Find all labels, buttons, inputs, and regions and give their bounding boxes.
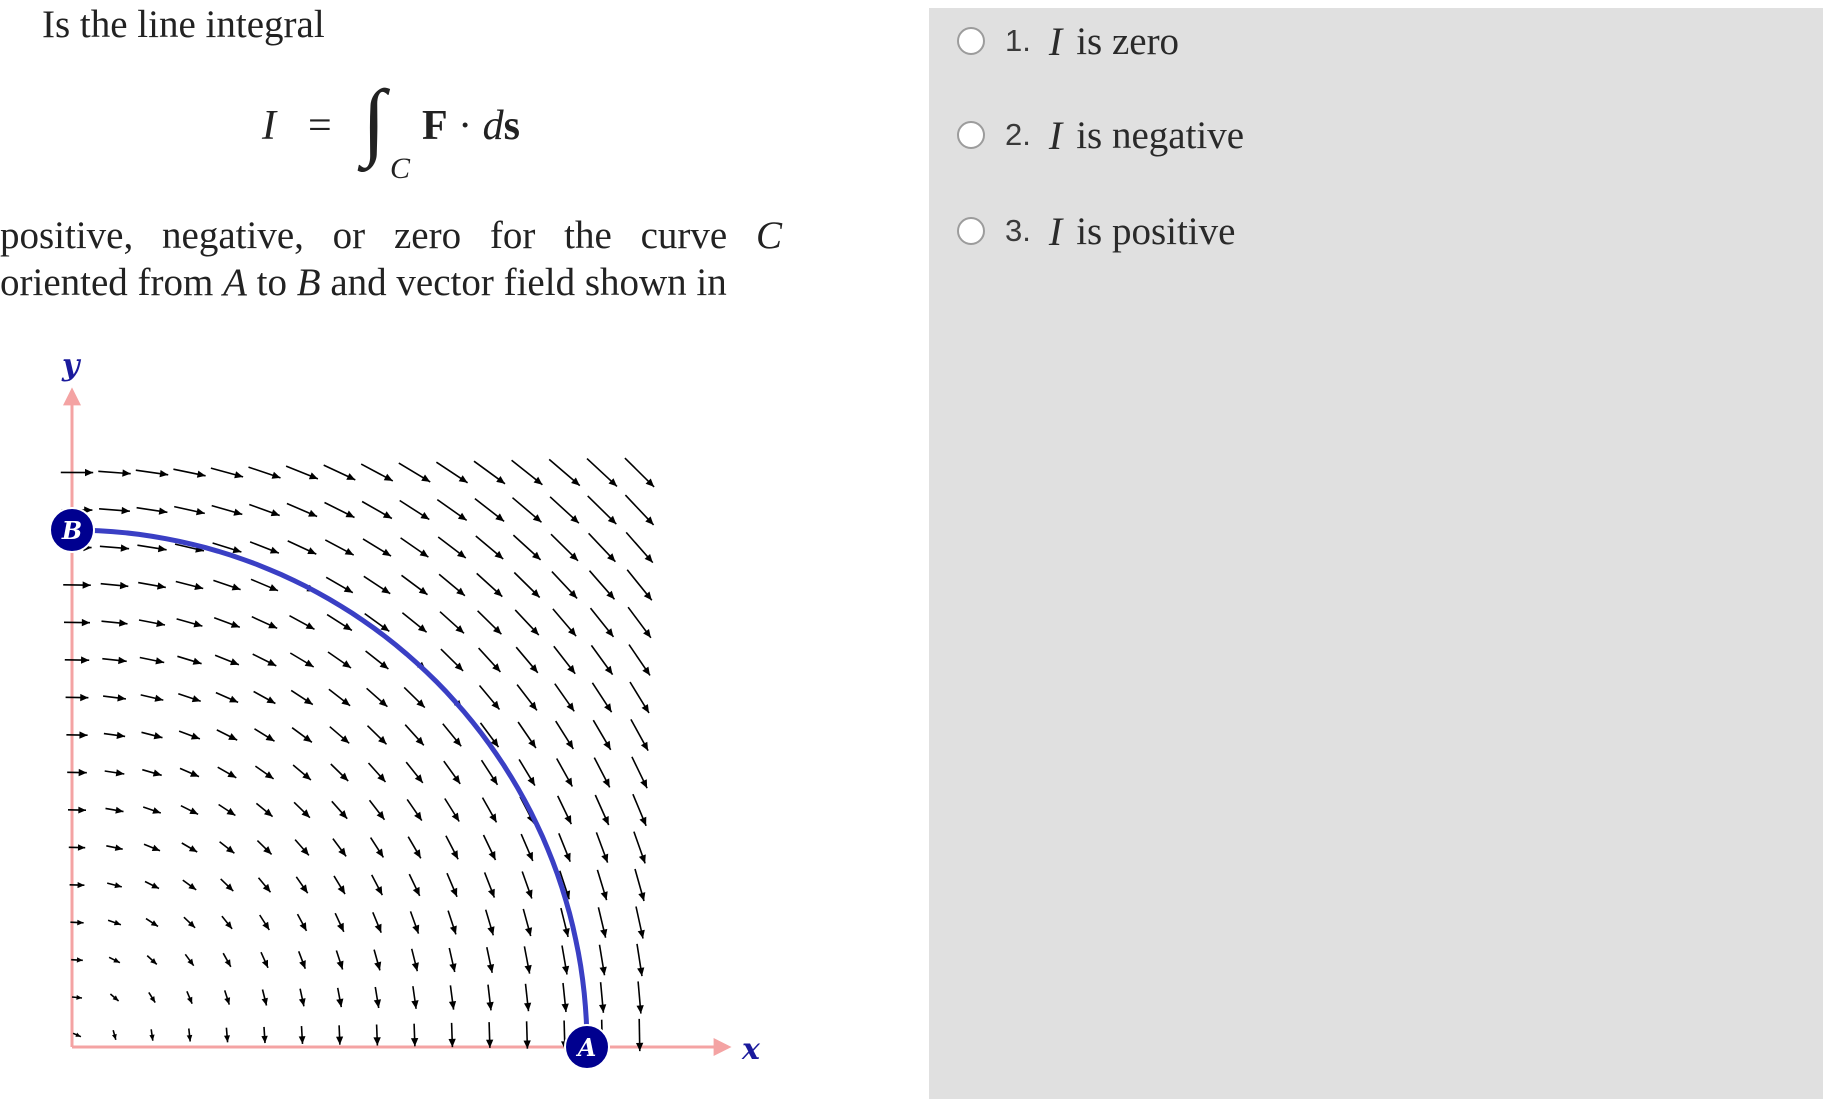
field-arrow-head (376, 849, 384, 858)
field-arrow-head (271, 509, 280, 516)
choice-1-number: 1. (1005, 23, 1031, 58)
x-axis-label: x (742, 1032, 760, 1067)
field-arrow-head (420, 549, 429, 557)
choice-2-radio[interactable] (957, 121, 985, 149)
field-arrow-head (420, 512, 429, 520)
choice-1-radio[interactable] (957, 27, 985, 55)
integrand-d: d (482, 103, 504, 149)
field-arrow-head (300, 884, 308, 893)
field-arrow-head (642, 667, 650, 676)
field-arrow-head (605, 666, 613, 675)
field-arrow-head (116, 769, 125, 776)
field-arrow-head (115, 845, 123, 851)
field-arrow-head (159, 508, 168, 515)
field-arrow-head (85, 469, 93, 476)
choice-2-text: is negative (1076, 113, 1245, 157)
point-a-label: A (577, 1033, 597, 1062)
field-arrow-head (638, 930, 645, 939)
field-arrow-head (79, 731, 87, 738)
field-arrow-head (566, 740, 574, 749)
body-part4: and vector field shown in (320, 261, 727, 304)
field-arrow-head (450, 926, 457, 935)
field-arrow-head (643, 629, 651, 638)
field-arrow-head (299, 960, 306, 969)
integrand-s: s (503, 103, 521, 149)
field-arrow-head (639, 854, 646, 863)
field-arrow-head (381, 586, 390, 594)
integral-equals: = (308, 103, 332, 149)
field-arrow-head (338, 848, 346, 857)
field-arrow-head (191, 733, 200, 740)
field-arrow-head (341, 698, 350, 706)
field-arrow-head (155, 695, 164, 702)
field-arrow-head (600, 929, 607, 938)
field-arrow-head (83, 581, 91, 588)
field-arrow-head (272, 472, 281, 479)
field-arrow-head (487, 926, 494, 935)
choice-3[interactable] (957, 206, 1235, 256)
integrand-field: F (422, 103, 448, 149)
field-arrow-head (449, 963, 456, 972)
field-arrow-head (419, 587, 428, 595)
choice-2[interactable] (957, 110, 1244, 160)
integrand-dot: · (447, 103, 483, 149)
body-from: A (223, 261, 247, 304)
field-arrow-head (155, 657, 164, 664)
integral-lhs: I (262, 103, 276, 149)
field-arrow-head (79, 769, 87, 776)
field-arrow-head (487, 964, 494, 973)
field-arrow-head (157, 582, 166, 589)
field-arrow-head (122, 469, 131, 476)
field-arrow-head (270, 547, 279, 554)
field-arrow-head (78, 882, 85, 888)
field-arrow-head (342, 660, 351, 668)
field-arrow-head (121, 544, 130, 551)
field-arrow-head (304, 697, 313, 705)
field-arrow-head (160, 470, 169, 477)
field-arrow-head (80, 694, 88, 701)
field-arrow-head (265, 771, 274, 779)
field-arrow-head (457, 550, 466, 558)
vector-field-plot (0, 345, 780, 1095)
field-arrow-head (336, 999, 343, 1008)
curve-c (72, 530, 587, 1047)
field-arrow-head (78, 807, 86, 814)
y-axis-label: y (62, 348, 80, 383)
field-arrow-head (381, 624, 390, 632)
choice-3-number: 3. (1005, 213, 1031, 248)
field-arrow-head (153, 770, 162, 777)
field-arrow-head (261, 1036, 267, 1043)
field-arrow-head (115, 807, 123, 814)
field-arrow-head (231, 621, 240, 628)
field-arrow-head (78, 844, 85, 851)
field-arrow-head (233, 546, 242, 553)
answer-panel (929, 8, 1823, 1099)
field-arrow-head (601, 891, 608, 900)
field-arrow-head (382, 549, 391, 556)
field-arrow-head (188, 883, 196, 890)
field-arrow-head (412, 925, 419, 934)
point-a-marker (565, 1025, 609, 1069)
field-arrow-head (488, 889, 495, 898)
choice-3-var: I (1048, 208, 1063, 254)
choice-3-radio[interactable] (957, 217, 985, 245)
body-part1: positive, negative, or zero for the curve (0, 214, 756, 257)
body-part3: to (246, 261, 297, 304)
field-arrow-head (600, 967, 607, 976)
vector-field-figure (0, 345, 780, 1095)
field-arrow-head (82, 619, 90, 626)
field-arrow-head (374, 999, 381, 1008)
field-arrow-head (77, 957, 83, 962)
field-arrow-head (452, 775, 460, 784)
field-arrow-head (262, 922, 269, 930)
field-arrow-head (412, 962, 419, 971)
field-arrow-head (343, 623, 352, 631)
field-arrow-head (193, 658, 202, 665)
field-arrow-head (373, 1037, 380, 1045)
field-arrow-head (114, 920, 121, 925)
field-arrow-head (227, 808, 236, 816)
choice-3-text: is positive (1076, 209, 1236, 253)
field-arrow-head (458, 513, 467, 521)
integral-subscript: C (390, 152, 411, 185)
point-b-marker (50, 508, 94, 552)
field-arrow-head (197, 471, 206, 478)
field-arrow-head (525, 965, 532, 974)
field-arrow-head (77, 920, 83, 926)
field-arrow-head (411, 1000, 418, 1009)
body-part2: oriented from (0, 261, 224, 304)
field-arrow-head (496, 476, 505, 484)
field-arrow-head (411, 1038, 418, 1046)
field-arrow-head (601, 854, 608, 863)
body-to: B (296, 261, 321, 304)
integral-sign: ∫ (362, 72, 386, 168)
integrand (422, 102, 520, 150)
question-intro: Is the line integral (42, 3, 325, 46)
field-arrow-head (452, 813, 460, 822)
field-arrow-head (303, 735, 312, 743)
field-arrow-head (117, 694, 126, 701)
field-arrow-head (81, 656, 89, 663)
field-arrow-head (158, 545, 167, 552)
field-arrow-head (299, 1036, 306, 1044)
field-arrow-head (117, 732, 126, 739)
field-arrow-head (567, 703, 575, 712)
question-body (0, 212, 782, 306)
field-arrow-head (459, 475, 468, 483)
field-arrow-head (490, 776, 498, 785)
vector-field-arrows (61, 458, 654, 1051)
field-arrow-head (266, 734, 275, 741)
field-arrow-head (224, 997, 230, 1004)
choice-2-var: I (1048, 112, 1063, 158)
field-arrow-head (152, 807, 161, 814)
field-arrow-head (528, 739, 536, 748)
field-arrow-head (121, 507, 129, 514)
field-arrow-head (232, 584, 241, 591)
choice-1-var: I (1048, 18, 1063, 64)
field-arrow-head (562, 966, 569, 975)
integral-formula (262, 72, 602, 196)
field-arrow-head (196, 508, 205, 515)
choice-1[interactable] (957, 16, 1179, 66)
field-arrow-head (563, 928, 570, 937)
point-b-label: B (61, 516, 83, 545)
field-arrow-head (299, 998, 306, 1006)
field-arrow-head (192, 695, 201, 702)
field-arrow-head (604, 703, 612, 712)
field-arrow-head (526, 890, 533, 899)
field-arrow-head (637, 967, 644, 976)
choice-1-text: is zero (1076, 19, 1180, 63)
body-curve: C (755, 214, 782, 257)
field-arrow-head (414, 812, 422, 821)
field-arrow-head (337, 961, 344, 970)
field-arrow-head (336, 1037, 343, 1045)
field-arrow-head (449, 1001, 456, 1010)
choice-2-number: 2. (1005, 117, 1031, 152)
field-arrow-head (156, 620, 165, 627)
